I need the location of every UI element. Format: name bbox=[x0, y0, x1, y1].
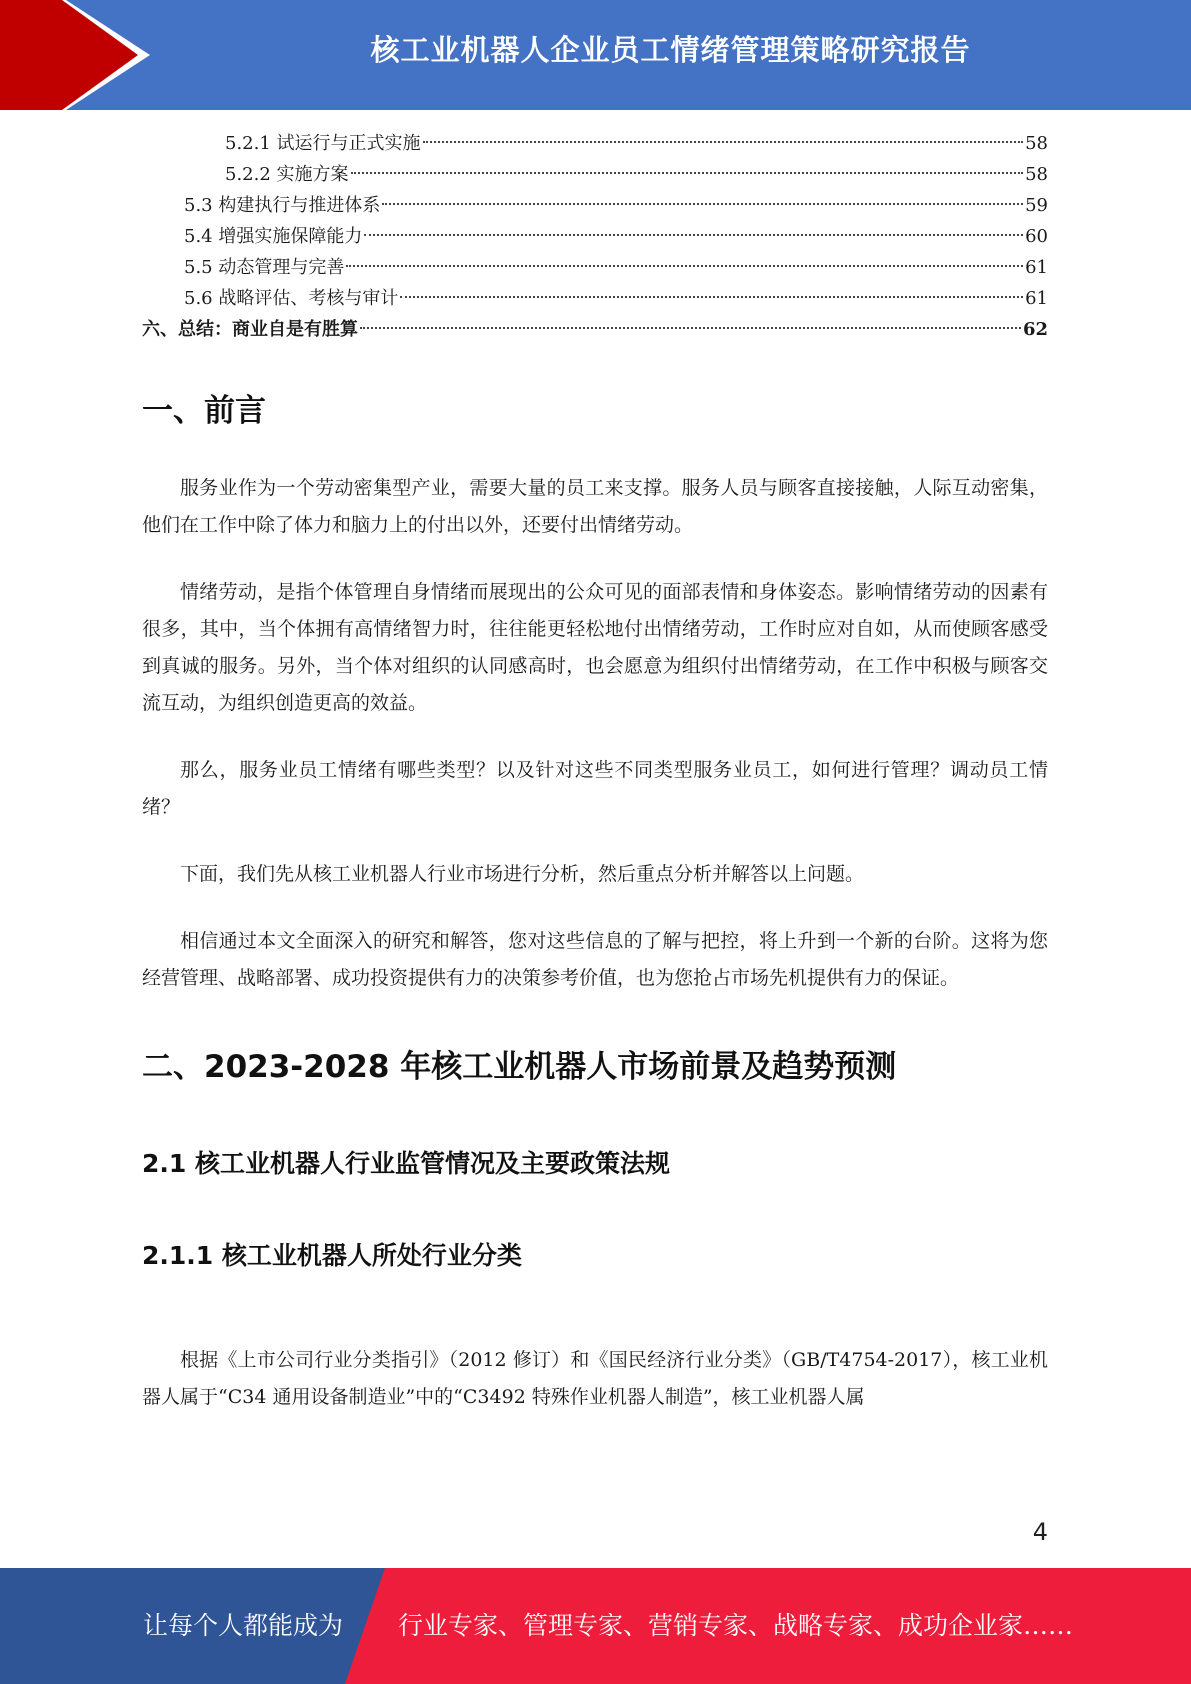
toc-entry[interactable] bbox=[142, 252, 1048, 283]
toc-entry-label: 5.4 增强实施保障能力 bbox=[184, 226, 363, 247]
toc-entry[interactable] bbox=[142, 221, 1048, 252]
toc-entry-page: 58 bbox=[1025, 164, 1048, 185]
footer-slogan-left: 让每个人都能成为 bbox=[143, 1611, 344, 1640]
toc-entry-page: 61 bbox=[1025, 288, 1048, 309]
page-header bbox=[0, 0, 1191, 110]
toc-entry[interactable] bbox=[142, 314, 1048, 345]
toc-entry-page: 61 bbox=[1025, 257, 1048, 278]
toc-leader-dots bbox=[346, 265, 1023, 267]
toc-leader-dots bbox=[351, 172, 1024, 174]
toc-entry-label: 六、总结：商业自是有胜算 bbox=[142, 319, 358, 340]
page-number: 4 bbox=[1032, 1518, 1048, 1546]
toc-entry-page: 62 bbox=[1022, 319, 1048, 340]
toc-leader-dots bbox=[382, 203, 1023, 205]
paragraph: 根据《上市公司行业分类指引》（2012 修订）和《国民经济行业分类》（GB/T4754-2017），核工业机器人属于“C34 通用设备制造业”中的“C3492 特殊作业机器人制造”，核工业机器人属 bbox=[142, 1349, 1048, 1408]
toc-entry-label: 5.5 动态管理与完善 bbox=[184, 257, 345, 278]
toc-leader-dots bbox=[400, 296, 1023, 298]
paragraph: 那么，服务业员工情绪有哪些类型？以及针对这些不同类型服务业员工，如何进行管理？调动员工情绪？ bbox=[142, 759, 1048, 818]
toc-entry[interactable] bbox=[142, 128, 1048, 159]
toc-entry-page: 58 bbox=[1025, 133, 1048, 154]
page-footer bbox=[0, 1568, 1191, 1684]
toc-entry-label: 5.6 战略评估、考核与审计 bbox=[184, 288, 399, 309]
header-title: 核工业机器人企业员工情绪管理策略研究报告 bbox=[370, 33, 971, 67]
toc-entry-page: 59 bbox=[1025, 195, 1048, 216]
main-content bbox=[142, 385, 1048, 1416]
paragraph: 相信通过本文全面深入的研究和解答，您对这些信息的了解与把控，将上升到一个新的台阶。这将为您经营管理、战略部署、成功投资提供有力的决策参考价值，也为您抢占市场先机提供有力的保证。 bbox=[142, 930, 1048, 989]
toc-entry-page: 60 bbox=[1025, 226, 1048, 247]
subsubsection-title: 2.1.1 核工业机器人所处行业分类 bbox=[142, 1241, 522, 1270]
toc-leader-dots bbox=[423, 141, 1024, 143]
table-of-contents bbox=[142, 128, 1048, 345]
toc-entry-label: 5.2.1 试运行与正式实施 bbox=[225, 133, 421, 154]
subsection-title: 2.1 核工业机器人行业监管情况及主要政策法规 bbox=[142, 1149, 670, 1178]
footer-slogan-right: 行业专家、管理专家、营销专家、战略专家、成功企业家…… bbox=[398, 1611, 1074, 1640]
toc-entry-label: 5.3 构建执行与推进体系 bbox=[184, 195, 381, 216]
section-title: 一、前言 bbox=[142, 393, 266, 429]
toc-entry-label: 5.2.2 实施方案 bbox=[225, 164, 349, 185]
paragraph: 下面，我们先从核工业机器人行业市场进行分析，然后重点分析并解答以上问题。 bbox=[180, 863, 865, 885]
paragraph: 情绪劳动，是指个体管理自身情绪而展现出的公众可见的面部表情和身体姿态。影响情绪劳动的因素有很多，其中，当个体拥有高情绪智力时，往往能更轻松地付出情绪劳动，工作时应对自如，从而使顾客感受到真诚的服务。另外，当个体对组织的认同感高时，也会愿意为组织付出情绪劳动，在工作中积极与顾客交流互动，为组织创造更高的效益。 bbox=[142, 581, 1048, 714]
toc-leader-dots bbox=[360, 327, 1021, 329]
toc-leader-dots bbox=[364, 234, 1023, 236]
toc-entry[interactable] bbox=[142, 190, 1048, 221]
section-title: 二、2023-2028 年核工业机器人市场前景及趋势预测 bbox=[142, 1049, 897, 1085]
paragraph: 服务业作为一个劳动密集型产业，需要大量的员工来支撑。服务人员与顾客直接接触，人际互动密集，他们在工作中除了体力和脑力上的付出以外，还要付出情绪劳动。 bbox=[142, 477, 1048, 536]
toc-entry[interactable] bbox=[142, 159, 1048, 190]
toc-entry[interactable] bbox=[142, 283, 1048, 314]
